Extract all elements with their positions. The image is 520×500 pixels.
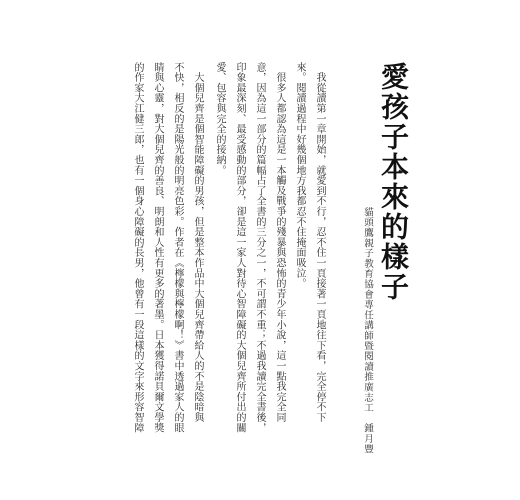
article-author: 貓頭鷹親子教育協會專任講師暨閱讀推廣志工 鍾月豐	[362, 207, 373, 455]
body-line-3: 很多人都認為這是一本觸及戰爭的殘暴與恐怖的青少年小說，這一點我完全同	[274, 62, 285, 423]
body-line-10: 的作家大江健三郎，也有一個身心障礙的長男，他曾有一段這樣的文字來形容智障	[132, 62, 143, 433]
body-line-4: 意，因為這一部分的篇幅占了全書的三分之一，不可謂不重；不過我讀完全書後，	[254, 62, 265, 433]
body-line-9: 睛與心靈，對大個兒齊的善良、明朗和人性有更多的著墨。日本獲得諾貝爾文學獎	[152, 62, 163, 433]
body-line-6: 愛、包容與完全的接納。	[214, 62, 225, 176]
article-title: 愛孩子本來的樣子	[377, 62, 410, 302]
body-line-5: 印象最深刻、最受感動的部分，卻是這一家人對待心智障礙的大個兒齊所付出的關	[234, 62, 245, 433]
body-line-2: 來。閱讀過程中好幾個地方我都忍不住掩面吸泣。	[294, 62, 305, 289]
body-line-1: 我從讀第一章開始，就愛到不行，忍不住一頁接著一頁地往下看，完全停不下	[314, 62, 325, 423]
body-line-7: 大個兒齊是個智能障礙的男孩，但是整本作品中大個兒齊帶給人的不是陰暗與	[192, 62, 203, 423]
body-line-8: 不快，相反的是陽光般的明亮色彩。作者在《檸檬與檸檬啊！》書中透過家人的眼	[172, 62, 183, 433]
